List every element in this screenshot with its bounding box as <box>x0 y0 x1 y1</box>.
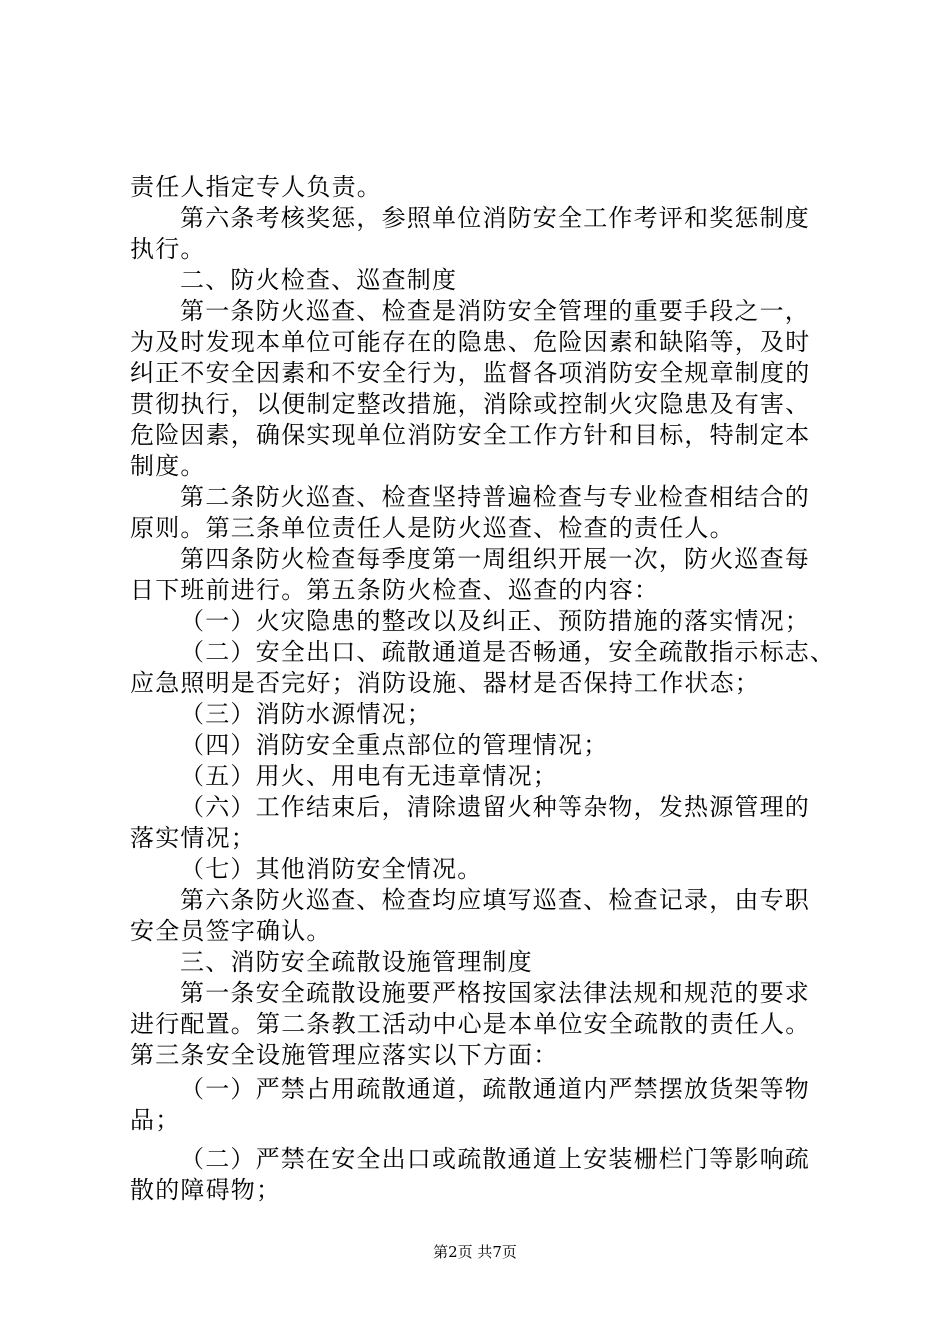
text-line: 制度。 <box>130 452 206 480</box>
section-heading: 三、消防安全疏散设施管理制度 <box>180 948 533 976</box>
page-number-footer: 第2页 共7页 <box>433 1243 517 1261</box>
text-line: 责任人指定专人负责。 <box>130 173 382 201</box>
text-line: 安全员签字确认。 <box>130 917 332 945</box>
text-line: 第一条防火巡查、检查是消防安全管理的重要手段之一， <box>180 297 810 325</box>
text-line: 日下班前进行。第五条防火检查、巡查的内容： <box>130 576 660 604</box>
section-heading: 二、防火检查、巡查制度 <box>180 266 458 294</box>
text-line: 品； <box>130 1106 181 1134</box>
text-line: 危险因素，确保实现单位消防安全工作方针和目标，特制定本 <box>130 421 811 449</box>
text-line: 进行配置。第二条教工活动中心是本单位安全疏散的责任人。 <box>130 1010 811 1038</box>
list-item: （一）火灾隐患的整改以及纠正、预防措施的落实情况； <box>180 607 810 635</box>
list-item: （四）消防安全重点部位的管理情况； <box>180 731 609 759</box>
text-line: 第六条防火巡查、检查均应填写巡查、检查记录，由专职 <box>180 886 810 914</box>
text-line: 纠正不安全因素和不安全行为，监督各项消防安全规章制度的 <box>130 359 811 387</box>
text-line: 第六条考核奖惩，参照单位消防安全工作考评和奖惩制度 <box>180 204 810 232</box>
text-line: 执行。 <box>130 235 206 263</box>
list-item: （一）严禁占用疏散通道，疏散通道内严禁摆放货架等物 <box>180 1075 810 1103</box>
list-item: （三）消防水源情况； <box>180 700 432 728</box>
text-line: 为及时发现本单位可能存在的隐患、危险因素和缺陷等，及时 <box>130 328 811 356</box>
list-item: （七）其他消防安全情况。 <box>180 855 483 883</box>
text-line: 第二条防火巡查、检查坚持普遍检查与专业检查相结合的 <box>180 483 810 511</box>
text-line: 第三条安全设施管理应落实以下方面： <box>130 1041 559 1069</box>
text-line: 原则。第三条单位责任人是防火巡查、检查的责任人。 <box>130 514 735 542</box>
text-line: 散的障碍物； <box>130 1176 282 1204</box>
text-line: 贯彻执行，以便制定整改措施，消除或控制火灾隐患及有害、 <box>130 390 811 418</box>
text-line: 应急照明是否完好；消防设施、器材是否保持工作状态； <box>130 669 760 697</box>
list-item: （五）用火、用电有无违章情况； <box>180 762 558 790</box>
text-line: 落实情况； <box>130 824 256 852</box>
list-item: （二）严禁在安全出口或疏散通道上安装栅栏门等影响疏 <box>180 1145 810 1173</box>
list-item: （六）工作结束后，清除遗留火种等杂物，发热源管理的 <box>180 793 810 821</box>
list-item: （二）安全出口、疏散通道是否畅通，安全疏散指示标志、 <box>180 638 836 666</box>
document-body <box>130 172 850 1206</box>
text-line: 第一条安全疏散设施要严格按国家法律法规和规范的要求 <box>180 979 810 1007</box>
text-line: 第四条防火检查每季度第一周组织开展一次，防火巡查每 <box>180 545 810 573</box>
